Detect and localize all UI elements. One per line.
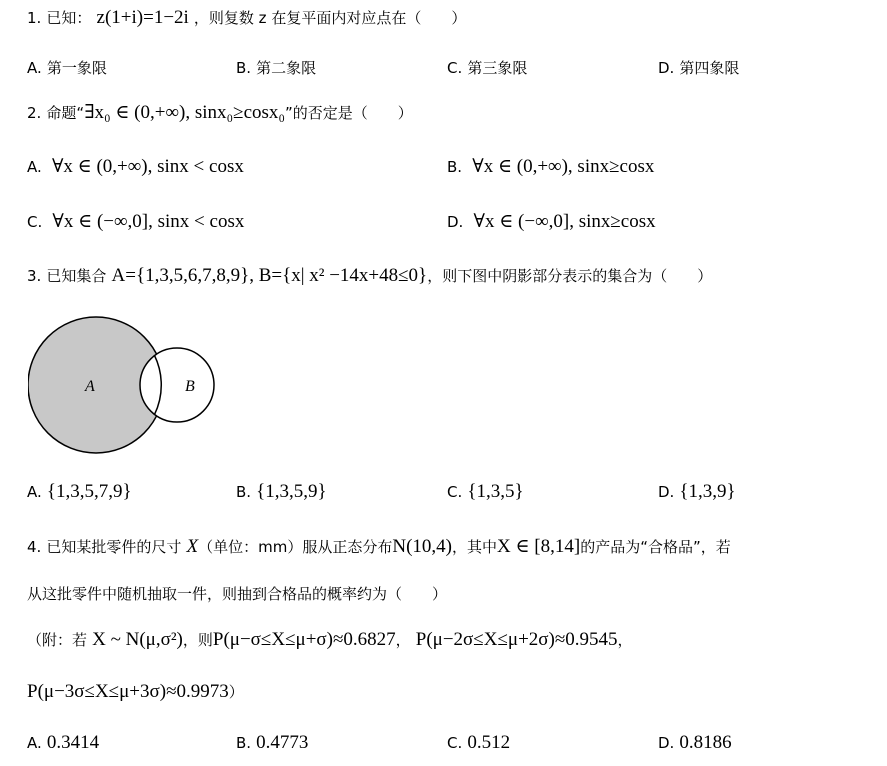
q3-option-d[interactable]: D. {1,3,9} <box>658 481 736 502</box>
q4-range: X ∈ [8,14] <box>497 536 581 557</box>
venn-label-a: A <box>85 378 95 395</box>
q4-number: 4. <box>27 538 42 556</box>
q4-note-expr: X ~ N(μ,σ²) <box>92 629 183 650</box>
venn-label-b: B <box>185 378 195 395</box>
q4-option-c[interactable]: C. 0.512 <box>447 732 511 753</box>
q4-variable: X <box>186 536 199 557</box>
q4-unit: （单位：mm）服从正态分布 <box>198 538 393 556</box>
q2-option-d[interactable]: D. ∀x ∈ (−∞,0], sinx≥cosx <box>447 211 656 232</box>
q1-option-d[interactable]: D. 第四象限 <box>658 59 740 77</box>
q4-mid: ，其中 <box>452 538 498 556</box>
q1-tail: ，则复数 z 在复平面内对应点在（ ） <box>193 9 467 27</box>
question-4-note: （附：若 X ~ N(μ,σ²)，则P(μ−σ≤X≤μ+σ)≈0.6827， P(μ−2σ≤X≤μ+2σ)≈0.9545， <box>27 629 633 650</box>
q1-expression: z(1+i)=1−2i <box>96 7 189 28</box>
q1-lead: 已知： <box>46 9 92 27</box>
q4-lead: 已知某批零件的尺寸 <box>46 538 182 556</box>
q4-tail: 的产品为“合格品”，若 <box>580 538 731 556</box>
q4-note-then: ，则 <box>182 631 213 649</box>
q3-option-b[interactable]: B. {1,3,5,9} <box>236 481 327 502</box>
q2-expression: ∃x₀ ∈ (0,+∞), sinx₀≥cosx₀ <box>84 102 286 123</box>
q2-lead: 命题“ <box>46 104 85 122</box>
q2-option-b[interactable]: B. ∀x ∈ (0,+∞), sinx≥cosx <box>447 156 655 177</box>
q1-option-a[interactable]: A. 第一象限 <box>27 59 107 77</box>
question-1-stem <box>27 6 466 30</box>
q2-option-c[interactable]: C. ∀x ∈ (−∞,0], sinx < cosx <box>27 211 245 232</box>
q4-option-a[interactable]: A. 0.3414 <box>27 732 100 753</box>
q3-expression: A={1,3,5,6,7,8,9}, B={x| x² −14x+48≤0} <box>111 265 428 286</box>
venn-set-b <box>140 348 214 422</box>
q3-lead: 已知集合 <box>46 267 107 285</box>
q1-option-b[interactable]: B. 第二象限 <box>236 59 317 77</box>
q3-option-a[interactable]: A. {1,3,5,7,9} <box>27 481 132 502</box>
q2-option-a[interactable]: A. ∀x ∈ (0,+∞), sinx < cosx <box>27 156 244 177</box>
question-4-note-line2: P(μ−3σ≤X≤μ+3σ)≈0.9973） <box>27 681 244 702</box>
q3-number: 3. <box>27 267 42 285</box>
q1-number: 1. <box>27 9 42 27</box>
q4-option-d[interactable]: D. 0.8186 <box>658 732 732 753</box>
q4-option-b[interactable]: B. 0.4773 <box>236 732 309 753</box>
question-2-stem <box>27 101 413 125</box>
q3-option-c[interactable]: C. {1,3,5} <box>447 481 524 502</box>
q4-distribution: N(10,4) <box>392 536 452 557</box>
question-3-stem <box>27 264 712 288</box>
q4-prob-1sigma: P(μ−σ≤X≤μ+σ)≈0.6827 <box>212 629 396 650</box>
q1-option-c[interactable]: C. 第三象限 <box>447 59 528 77</box>
q4-note-lead: （附：若 <box>27 631 88 649</box>
q2-tail: ”的否定是（ ） <box>285 104 413 122</box>
venn-diagram <box>28 315 220 457</box>
q4-prob-3sigma: P(μ−3σ≤X≤μ+3σ)≈0.9973 <box>27 681 229 702</box>
q4-prob-2sigma: P(μ−2σ≤X≤μ+2σ)≈0.9545 <box>415 629 618 650</box>
question-4-stem <box>27 535 731 559</box>
q2-number: 2. <box>27 104 42 122</box>
question-4-line2: 从这批零件中随机抽取一件，则抽到合格品的概率约为（ ） <box>27 585 448 603</box>
q3-tail: ，则下图中阴影部分表示的集合为（ ） <box>427 267 713 285</box>
